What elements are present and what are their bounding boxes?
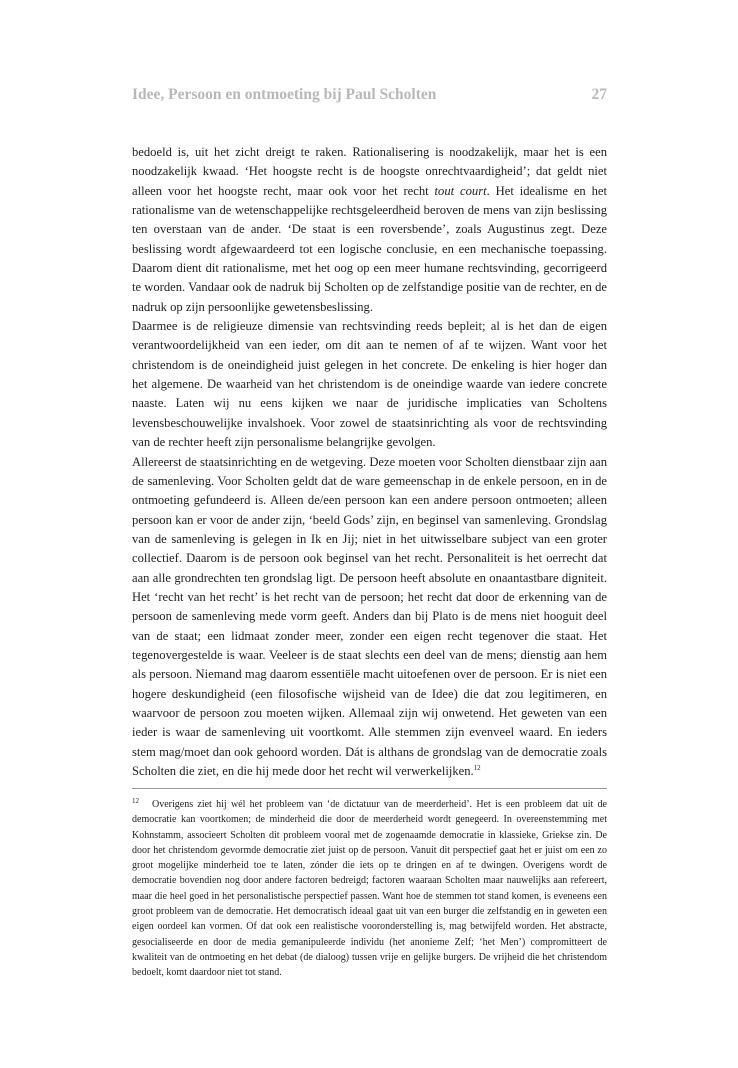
page-number: 27 — [591, 86, 607, 103]
paragraph-3: Allereerst de staatsinrichting en de wetgeving. Deze moeten voor Scholten dienstbaar zijn aan de samenleving. Voor Scholten geldt dat de ware gemeenschap in de enkele persoon, en in de ontmoeting gefundeerd is. Alleen de/een persoon kan een andere persoon ontmoeten; alleen persoon kan er voor de ander zijn, ‘beeld Gods’ zijn, en beginsel van samenleving. Grondslag van de samenleving is gelegen in Ik en Jij; niet in het uitwisselbare subject van een groter collectief. Daarom is de persoon ook beginsel van het recht. Personaliteit is het oerrecht dat aan alle grondrechten ten grondslag ligt. De persoon heeft absolute en onaantastbare digniteit. Het ‘recht van het recht’ is het recht van de persoon; het recht dat door de erkenning van de persoon de samenleving mede vorm geeft. Anders dan bij Plato is de mens niet hooguit deel van de staat; een lidmaat zonder meer, zonder een eigen recht tegenover die staat. Het tegenovergestelde is waar. Veeleer is de staat slechts een deel van de mens; dienstig aan hem als persoon. Niemand mag daarom essentiële macht uitoefenen over de persoon. Er is niet een hogere deskundigheid (een filosofische wijsheid van de Idee) die dat zou legitimeren, en waarvoor de persoon zou moeten wijken. Allemaal zijn wij onwetend. Het geweten van een ieder is waar de samenleving uit voortkomt. Alle stemmen zijn evenveel waard. En ieders stem mag/moet dan ook gehoord worden. Dát is althans de grondslag van de democratie zoals Scholten die ziet, en die hij mede door het recht wil verwerkelijken.$^{12}$ — [132, 454, 607, 778]
footnote-divider — [132, 788, 607, 789]
footnote-text: Overigens ziet hij wél het probleem van ‘de dictatuur van de meerderheid’. Het is een probleem dat uit de democratie kan voortkomen; de minderheid die door de meerderheid wordt genegeerd. In overeenstemming met Kohnstamm, associeert Scholten dit probleem vooral met de zogenaamde democratie in klassieke, Griekse zin. De door het christendom gevormde democratie ziet juist op de persoon. Vanuit dit perspectief gaat het er juist om een zo groot mogelijke minderheid toe te laten, zónder die iets op te dringen en af te dwingen. Overigens wordt de democratie bovendien nog door andere factoren bedreigd; factoren waaraan Scholten maar nauwelijks aan refereert, maar die heel goed in het personalistische perspectief passen. Want hoe de stemmen tot stand komen, is eveneens een groot probleem van de democratie. Het democratisch ideaal gaat uit van een burger die zelfstandig en in geweten een eigen oordeel kan vormen. Of dat ook een realistische vooronderstelling is, mag betwijfeld worden. Het abstracte, gesocialiseerde en door de media gemanipuleerde individu (het anonieme Zelf; ‘het Men’) compromitteert de kwaliteit van de ontmoeting en het debat (de dialoog) tussen vrije en gelijke burgers. De vrijheid die het christendom bedoelt, komt daardoor niet tot stand. — [132, 799, 607, 979]
body-text — [132, 143, 607, 781]
running-title: Idee, Persoon en ontmoeting bij Paul Scholten — [132, 86, 437, 103]
paragraph-2: Daarmee is de religieuze dimensie van rechtsvinding reeds bepleit; al is het dan de eigen verantwoordelijkheid van een ieder, om dit aan te nemen of af te wijzen. Want voor het christendom is de oneindigheid juist gelegen in het concrete. De enkeling is hier hoger dan het algemene. De waarheid van het christendom is de oneindige waarde van iedere concrete naaste. Laten wij nu eens kijken we naar de juridische implicaties van Scholtens levensbeschouwelijke invalshoek. Voor zowel de staatsinrichting als voor de rechtsvinding van de rechter heeft zijn personalisme belangrijke gevolgen. — [132, 319, 607, 450]
paragraph-1: bedoeld is, uit het zicht dreigt te raken. Rationalisering is noodzakelijk, maar het is een noodzakelijk kwaad. ‘Het hoogste recht is de hoogste onrechtvaardigheid’; dat geldt niet alleen voor het hoogste recht, maar ook voor het recht tout court. Het idealisme en het rationalisme van de wetenschappelijke rechtsgeleerdheid beroven de mens van zijn beslissing ten overstaan van de ander. ‘De staat is een roversbende’, zoals Augustinus zegt. Deze beslissing wordt afgewaardeerd tot een logische conclusie, en een mechanische toepassing. Daarom dient dit rationalisme, met het oog op een meer humane rechtsvinding, gecorrigeerd te worden. Vandaar ook de nadruk bij Scholten op de zelfstandige positie van de rechter, en de nadruk op zijn persoonlijke gewetensbeslissing. — [132, 145, 607, 314]
footnote: $^{12}$ Overigens ziet hij wél het probleem van ‘de dictatuur van de meerderheid’. Het is een probleem dat uit de democratie kan voortkomen; de minderheid die door de meerderheid wordt genegeerd. In overeenstemming met Kohnstamm, associeert Scholten dit probleem vooral met de zogenaamde democratie in klassieke, Griekse zin. De door het christendom gevormde democratie ziet juist op de persoon. Vanuit dit perspectief gaat het er juist om een zo groot mogelijke minderheid toe te laten, zónder die iets op te dringen en af te dwingen. Overigens wordt de democratie bovendien nog door andere factoren bedreigd; factoren waaraan Scholten maar nauwelijks aan refereert, maar die heel goed in het personalistische perspectief passen. Want hoe de stemmen tot stand komen, is eveneens een groot probleem van de democratie. Het democratisch ideaal gaat uit van een burger die zelfstandig en in geweten een eigen oordeel kan vormen. Of dat ook een realistische vooronderstelling is, mag betwijfeld worden. Het abstracte, gesocialiseerde en door de media gemanipuleerde individu (het anonieme Zelf; ‘het Men’) compromitteert de kwaliteit van de ontmoeting en het debat (de dialoog) tussen vrije en gelijke burgers. De vrijheid die het christendom bedoelt, komt daardoor niet tot stand. — [132, 796, 607, 979]
emphasis: tout court — [434, 183, 487, 198]
footnote-reference[interactable]: 12 — [473, 763, 481, 772]
